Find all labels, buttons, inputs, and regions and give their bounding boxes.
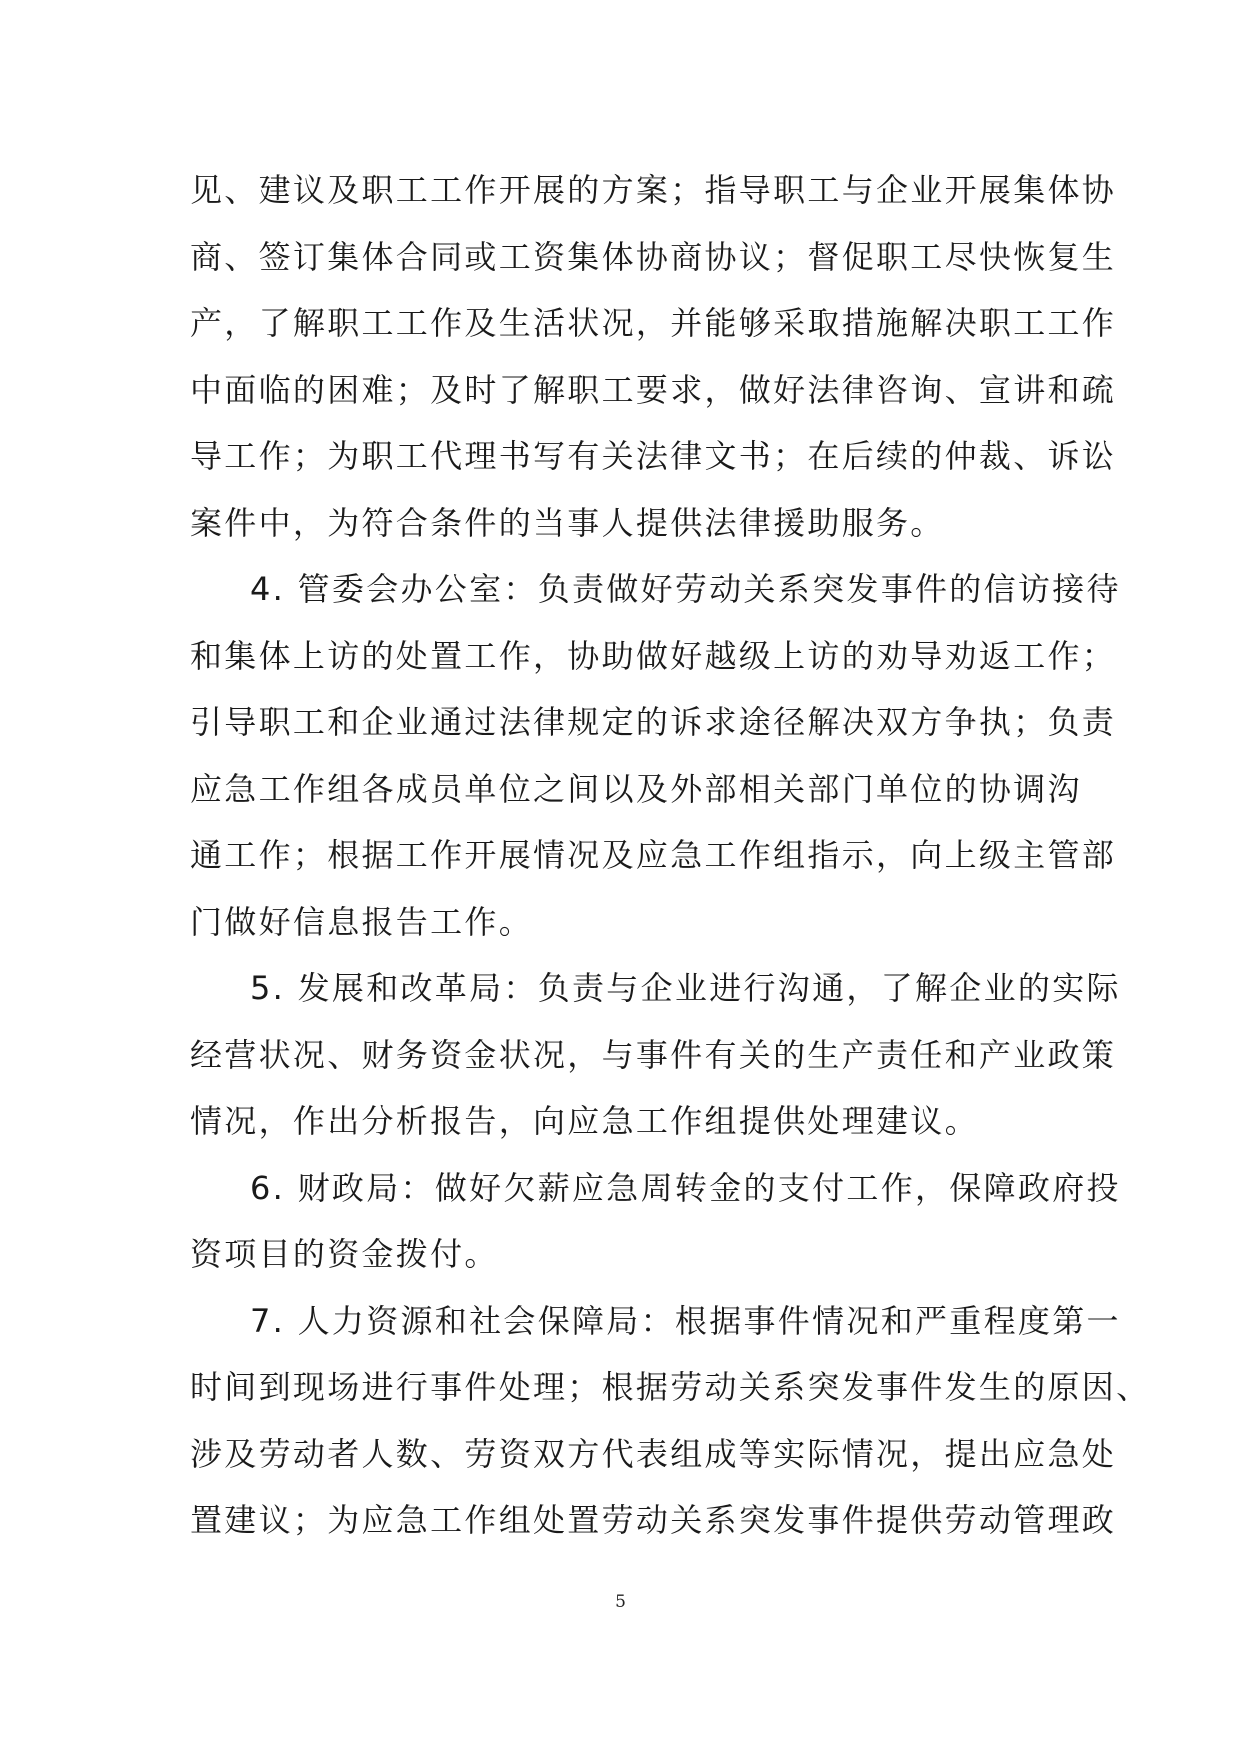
- text-line: 时间到现场进行事件处理；根据劳动关系突发事件发生的原因、: [190, 1368, 1151, 1406]
- text-line: 5. 发展和改革局：负责与企业进行沟通，了解企业的实际: [250, 969, 1121, 1007]
- text-line: 6. 财政局：做好欠薪应急周转金的支付工作，保障政府投: [250, 1168, 1121, 1207]
- text-line: 中面临的困难；及时了解职工要求，做好法律咨询、宣讲和疏: [190, 370, 1117, 409]
- text-line: 7. 人力资源和社会保障局：根据事件情况和严重程度第一: [250, 1301, 1121, 1340]
- text-line: 门做好信息报告工作。: [190, 902, 534, 941]
- text-line: 置建议；为应急工作组处置劳动关系突发事件提供劳动管理政: [190, 1501, 1117, 1539]
- text-line: 通工作；根据工作开展情况及应急工作组指示，向上级主管部: [190, 836, 1117, 874]
- text-line: 导工作；为职工代理书写有关法律文书；在后续的仲裁、诉讼: [190, 437, 1117, 475]
- paragraph-4: [190, 556, 1121, 955]
- text-line: 案件中，为符合条件的当事人提供法律援助服务。: [190, 503, 945, 542]
- text-line: 见、建议及职工工作开展的方案；指导职工与企业开展集体协: [190, 171, 1117, 209]
- paragraph-7: [190, 1288, 1151, 1554]
- text-line: 涉及劳动者人数、劳资双方代表组成等实际情况，提出应急处: [190, 1434, 1117, 1473]
- text-line: 4. 管委会办公室：负责做好劳动关系突发事件的信访接待: [250, 570, 1121, 608]
- paragraph-5: [190, 955, 1121, 1155]
- body-text: [190, 157, 1151, 1554]
- text-line: 经营状况、财务资金状况，与事件有关的生产责任和产业政策: [190, 1035, 1117, 1074]
- text-line: 情况，作出分析报告，向应急工作组提供处理建议。: [190, 1102, 979, 1140]
- text-line: 产，了解职工工作及生活状况，并能够采取措施解决职工工作: [190, 304, 1117, 342]
- text-line: 商、签订集体合同或工资集体协商协议；督促职工尽快恢复生: [190, 237, 1117, 276]
- text-line: 和集体上访的处置工作，协助做好越级上访的劝导劝返工作；: [190, 636, 1117, 675]
- paragraph-6: [190, 1155, 1121, 1288]
- text-line: 资项目的资金拨付。: [190, 1235, 499, 1273]
- text-line: 引导职工和企业通过法律规定的诉求途径解决双方争执；负责: [190, 703, 1117, 741]
- page-number: 5: [615, 1592, 626, 1612]
- text-line: 应急工作组各成员单位之间以及外部相关部门单位的协调沟: [190, 769, 1082, 808]
- paragraph-continued: [190, 157, 1117, 556]
